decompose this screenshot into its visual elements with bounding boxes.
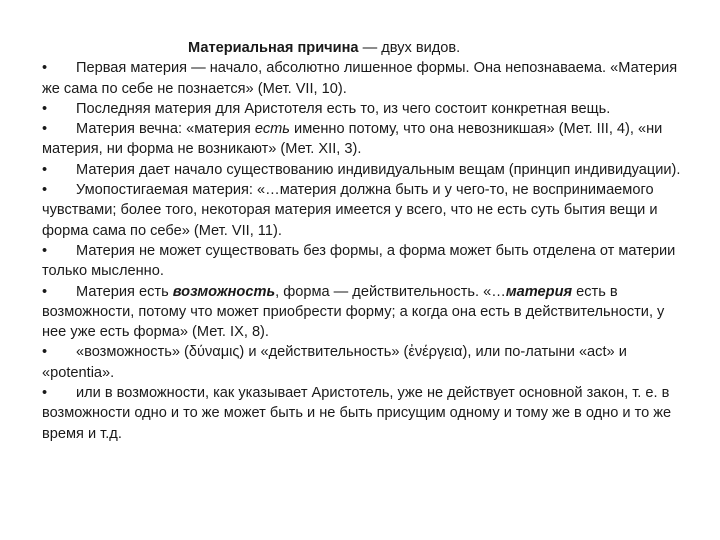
bullet-icon: • bbox=[42, 100, 48, 117]
bullet-item-3 bbox=[42, 119, 682, 160]
bullet-icon: • bbox=[42, 344, 48, 361]
bullet-icon: • bbox=[42, 182, 48, 199]
title-rest: — двух видов. bbox=[358, 40, 461, 56]
bullet-text-cont: именно потому, что она невозникшая» (Мет. III, 4), «ни материя, ни форма не возникают» (Мет. XII, 3). bbox=[42, 121, 663, 158]
bullet-text: Материя не может существовать без формы, а форма может быть отделена от материи только мысленно. bbox=[42, 242, 676, 280]
slide-content bbox=[42, 38, 682, 444]
bullet-item-7 bbox=[42, 282, 682, 343]
bullet-icon: • bbox=[42, 283, 48, 300]
bullet-icon: • bbox=[42, 242, 48, 259]
bullet-item-4 bbox=[42, 160, 682, 180]
bullet-icon: • bbox=[42, 121, 48, 138]
bullet-item-6 bbox=[42, 241, 682, 282]
bullet-text: Материя дает начало существованию индивидуальным вещам (принцип индивидуации). bbox=[76, 161, 681, 178]
bullet-item-1 bbox=[42, 58, 682, 99]
bullet-text: «возможность» (δύναμις) и «действительность» (ἐνέργεια), или по-латыни «act» и «potentia». bbox=[42, 344, 627, 381]
bullet-item-5 bbox=[42, 180, 682, 241]
bullet-item-9 bbox=[42, 383, 682, 444]
bullet-icon: • bbox=[42, 161, 48, 178]
bullet-item-2 bbox=[42, 99, 682, 119]
slide-title bbox=[42, 38, 682, 58]
title-bold: Материальная причина bbox=[188, 40, 359, 56]
strong-emphasis-text-2: материя bbox=[505, 283, 573, 300]
bullet-text-cont: , форма — действительность. «… bbox=[275, 283, 506, 300]
bullet-icon: • bbox=[42, 60, 48, 77]
bullet-icon: • bbox=[42, 385, 48, 402]
bullet-text: Материя есть bbox=[76, 283, 173, 300]
emphasis-text: есть bbox=[254, 121, 290, 138]
bullet-text: Последняя материя для Аристотеля есть то, из чего состоит конкретная вещь. bbox=[76, 100, 611, 117]
bullet-item-8 bbox=[42, 342, 682, 383]
strong-emphasis-text: возможность bbox=[172, 283, 276, 300]
bullet-text: Материя вечна: «материя bbox=[76, 121, 255, 138]
bullet-text: Первая материя — начало, абсолютно лишенное формы. Она непознаваема. «Материя же сама по себе не познается» (Мет. VII, 10). bbox=[42, 60, 678, 97]
bullet-text: Умопостигаемая материя: «…материя должна быть и у чего-то, не воспринимаемого чувствами; более того, некоторая материя имеется у всего, что не есть суть бытия вещи и форма сама по себе» (Мет. VII, 11). bbox=[42, 182, 658, 239]
bullet-text: или в возможности, как указывает Аристотель, уже не действует основной закон, т. е. в возможности одно и то же может быть и не быть присущим одному и тому же в одно и то же время и т.д. bbox=[42, 385, 672, 442]
bullet-text-cont-2: есть в возможности, потому что может приобрести форму; а когда она есть в действительности, у нее уже есть форма» (Мет. IX, 8). bbox=[42, 283, 665, 341]
